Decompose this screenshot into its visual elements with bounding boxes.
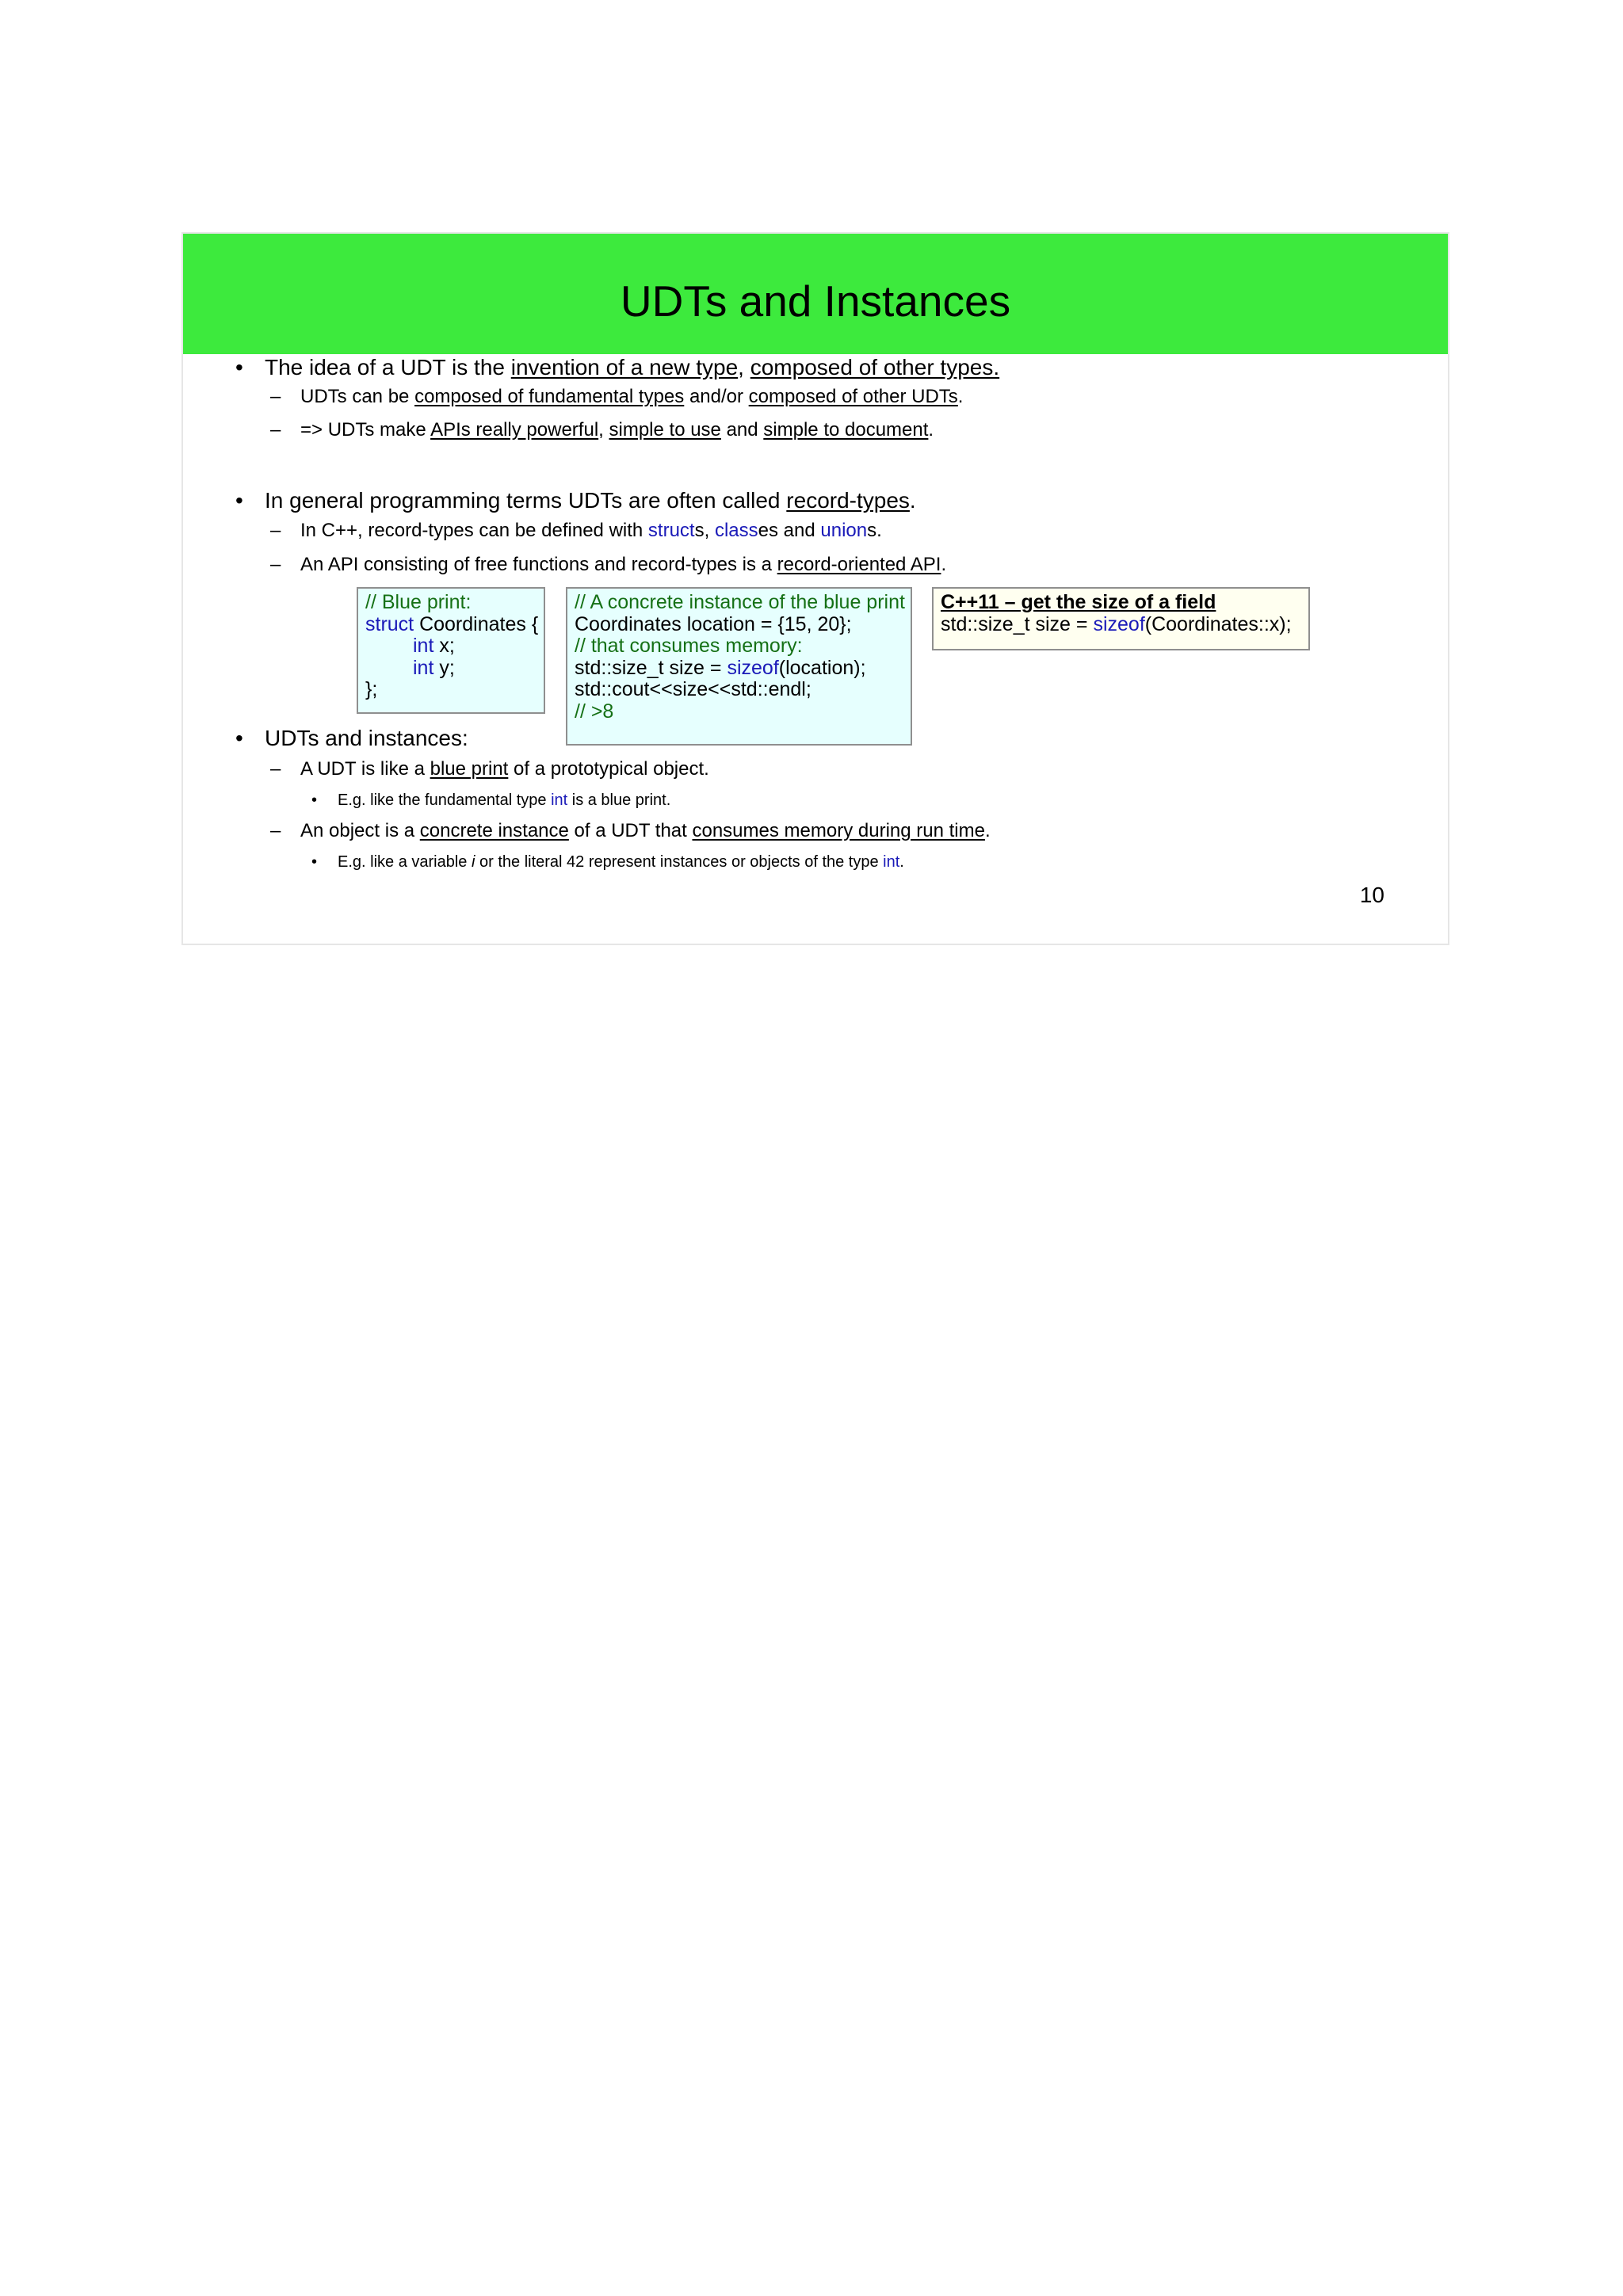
dash-marker: – [270,386,281,407]
underlined-term: blue print [430,758,509,780]
text: UDTs and instances: [265,726,468,750]
subbullet-apis-powerful [300,418,934,442]
dash-marker: – [270,554,281,575]
subbullet-composed [300,385,963,409]
slide-title: UDTs and Instances [620,277,1011,326]
page-number: 10 [1359,883,1384,907]
underlined-term: invention of a new type [510,355,739,379]
underlined-term: simple to document [763,419,929,441]
text: of a UDT that [568,820,693,841]
code-text: std::size_t size = [575,656,727,679]
underlined-term: consumes memory during run time [692,820,985,841]
keyword: union [820,520,868,541]
text: The idea of a UDT is the [265,355,511,379]
underlined-term: composed of other types. [750,355,1000,379]
code-text: y; [433,656,455,679]
code-line [365,658,537,680]
keyword: int [413,635,434,657]
subbullet-concrete-instance [300,819,991,843]
code-comment: // A concrete instance of the blue print [575,591,905,613]
dash-marker: – [270,758,281,780]
bullet-dot: • [235,726,243,750]
code-comment: // >8 [575,700,614,723]
dash-marker: – [270,520,281,541]
text: of a prototypical object. [508,758,709,780]
text: s. [867,520,882,541]
code-line: Coordinates location = {15, 20}; [575,612,852,635]
text: In C++, record-types can be defined with [300,520,648,541]
slide [181,232,1449,945]
code-text: x; [433,635,455,657]
bullet-udts-and-instances [265,725,468,752]
text: . [941,554,947,575]
keyword: struct [365,612,414,635]
code-line [365,614,537,636]
underlined-term: composed of fundamental types [414,386,685,407]
code-text: Coordinates { [414,612,539,635]
keyword: int [551,791,568,809]
code-text: (location); [778,656,866,679]
text: An API consisting of free functions and record-types is a [300,554,777,575]
subsubbullet-int-blueprint [338,790,670,810]
keyword: sizeof [1093,612,1145,635]
bullet-record-types [265,487,916,514]
underlined-term: record-oriented API [777,554,941,575]
text: , [598,419,609,441]
keyword: sizeof [727,656,779,679]
text: . [899,853,904,871]
text: or the literal 42 represent instances or objects of the type [475,853,884,871]
code-line [575,658,903,680]
bullet-dot: • [311,791,318,809]
bullet-dot: • [235,355,243,379]
dash-marker: – [270,820,281,841]
code-line: }; [365,678,378,700]
underlined-term: APIs really powerful [430,419,599,441]
code-text: (Coordinates::x); [1144,612,1292,635]
keyword: struct [647,520,695,541]
text: . [928,419,934,441]
dash-marker: – [270,419,281,441]
text: In general programming terms UDTs are often called [265,488,787,513]
keyword: class [714,520,758,541]
text: . [909,488,916,513]
code-box-header: C++11 – get the size of a field [941,591,1216,613]
code-box-cpp11 [932,587,1310,650]
text: s, [694,520,715,541]
text: , [738,355,750,379]
text: A UDT is like a [300,758,430,780]
code-line [941,614,1301,636]
text: => UDTs make [300,419,431,441]
code-line [365,635,537,658]
underlined-term: concrete instance [419,820,569,841]
text: . [957,386,964,407]
code-comment: // Blue print: [365,591,472,613]
text: and/or [684,386,749,407]
text: and [720,419,764,441]
subbullet-record-oriented-api [300,553,946,577]
bullet-dot: • [311,853,318,871]
underlined-term: record-types [786,488,910,513]
text: E.g. like the fundamental type [338,791,552,809]
bullet-idea-of-udt [265,354,999,381]
text: An object is a [300,820,420,841]
subsubbullet-variable-instance [338,852,904,872]
code-line: std::cout<<size<<std::endl; [575,678,812,700]
text: E.g. like a variable [338,853,472,871]
title-band [183,234,1448,354]
text: . [984,820,991,841]
underlined-term: composed of other UDTs [748,386,958,407]
code-box-instance [566,587,912,746]
code-box-blueprint [357,587,545,714]
subbullet-cpp-record-types [300,519,882,543]
underlined-term: simple to use [609,419,721,441]
italic-term: i [471,853,475,871]
text: es and [758,520,821,541]
code-text: std::size_t size = [941,612,1094,635]
text: is a blue print. [567,791,671,809]
subbullet-blue-print [300,757,709,781]
keyword: int [883,853,900,871]
code-comment: // that consumes memory: [575,635,803,657]
text: UDTs can be [300,386,415,407]
bullet-dot: • [235,488,243,513]
keyword: int [413,656,434,679]
